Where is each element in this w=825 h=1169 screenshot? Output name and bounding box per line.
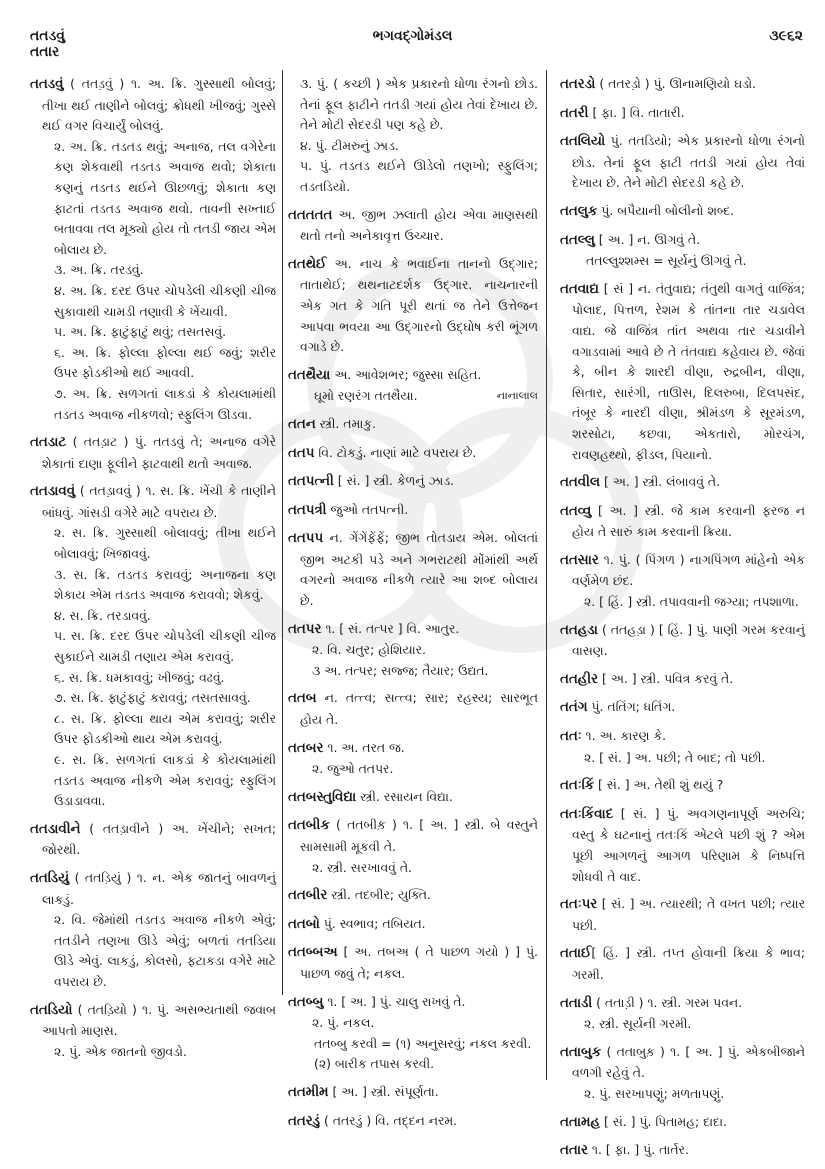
sense-definition: ૨. વિ. ચતુર; હોશિયાર.: [312, 642, 426, 658]
definition-text: [ સં. ] પું. અવગણનાપૂર્ણ અરુચિ; વસ્તુ કે ઘટનાનું તતઃકિં એટલે પછી શું ? એમ પૂછી આગળનું આગળ પરિણામ કે નિષ્પત્તિ શોધવી તે વાદ.: [572, 805, 805, 884]
quotation-author: નાનાલાલ: [496, 389, 538, 403]
definition-text: [ સં ] ન. તંતુવાદ્ય; તંતુથી વાગતું વાજિંત્ર; પોલાદ, પિત્તળ, રેશમ કે તાંતના તાર ચડાવેલ વાદ્ય. જે વાજિંત્ર તાંત અથવા તાર ચડાવીને વગાડવામાં આવે છે તે તંતવાદ્ય કહેવાય છે. જેવાં કે, બીન કે શારદી વીણા, રુદ્રબીન, વીણા, સિતાર, સારંગી, તાઊસ, દિલરુબા, દિલપસંદ, તંબૂર કે નારદી વીણા, શ્રીમંડળ કે સૂરમંડળ, શરસોટા, કછવા, એકતારો, મોરચંગ, રાવણહથ્થો, ફીડલ, પિયાનો.: [572, 280, 805, 462]
definition-text: [ સં. ] સ્ત્રી. કેળનું ઝાડ.: [333, 473, 455, 489]
definition-text: ૧. [ સં. તત્પર ] વિ. આતુર.: [321, 620, 460, 636]
headword: તતહડા: [560, 622, 598, 638]
sense-definition: ૬. અ. ક્રિ. ફોલ્લા ફોલ્લા થઈ જવું; શરીર ઉપર ફોડકીઓ થઈ આવવી.: [54, 344, 276, 381]
column-divider: [546, 70, 547, 1080]
definition-text: [ હિં. ] સ્ત્રી. તપ્ત હોવાની ક્રિયા કે ભાવ; ગરમી.: [572, 945, 805, 982]
headword: તતડાટ: [30, 435, 67, 451]
headword: તતલિયો: [560, 134, 606, 150]
guide-word-first: તતડવું: [30, 28, 65, 44]
definition-text: ન. ગેંગેંફેંફેં; જીભ તોતડાય એમ. બોલતાં જીભ અટકી પડે અને ગભરાટથી મોંમાંથી અર્થ વગરનો અવાજ નીકળે ત્યારે આ શબ્દ બોલાય છે.: [300, 530, 538, 609]
sense-definition: ૮. સ. ક્રિ. ફોલ્લા થાય એમ કરાવવું; શરીર ઉપર ફોડકીઓ થાય એમ કરાવવું.: [54, 710, 276, 747]
definition-text: ( તતબીક઼ ) ૧. [ અ. ] સ્ત્રી. બે વસ્તુને સામસામી મૂકવી તે.: [300, 817, 538, 854]
headword: તતબો: [288, 916, 320, 932]
dictionary-entry: [560, 1112, 805, 1134]
headword: તતપત્રી: [288, 502, 327, 518]
dictionary-entry: [560, 103, 805, 125]
dictionary-entry: [288, 471, 538, 493]
headword: તતંગ: [560, 700, 588, 716]
sense-definition: ૨. પું. સરખાપણું; મળતાપણું.: [584, 1085, 725, 1101]
definition-text: ૧. [ ફા. ] પું. તાર્તર.: [587, 1142, 689, 1158]
definition-text: પું. સ્વભાવ; તબિયત.: [319, 915, 426, 931]
headword: તતઃકિં: [560, 778, 595, 794]
headword: તતસાર: [560, 552, 599, 568]
dictionary-entry: [560, 775, 805, 797]
definition-text: [ સં. ] અ. ત્યારથી; તે વખત પછી; ત્યાર પછી.: [572, 896, 805, 933]
dictionary-entry: [288, 254, 538, 358]
definition-text: સ્ત્રી. તમાકુ.: [315, 415, 376, 431]
quotation-text: ઘૂમો રણરંગ તતથૈયા.: [314, 388, 418, 404]
headword: તતથેઈ: [288, 256, 327, 272]
definition-text: ( તતડ઼િયો ) ૧. પું. અસભ્યતાથી જવાબ આપતો માણસ.: [42, 1001, 276, 1039]
dictionary-entry: [288, 365, 538, 407]
column-divider: [282, 70, 283, 995]
page-header: [0, 0, 825, 60]
headword: તતલ્લુ: [560, 232, 595, 248]
definition-text: ( તતરડ઼ો ) પું. ઊનામણિયો ઘડો.: [595, 76, 757, 91]
dictionary-entry: [288, 443, 538, 465]
definition-text: અ. નાચ કે ભવાઈના તાનનો ઉદ્ગાર; તાતાથેઈ; થથનાટદર્શક ઉદ્ગાર. નાચનારની એક ગત કે ગતિ પૂરી થતાં જ તેને ઉત્તેજન આપવા ભવયા આ ઉદ્ગારનો ઉદ્ઘોષ કરી ભૂંગળ વગાડે છે.: [300, 255, 538, 355]
definition-text: સ્ત્રી. રસાયન વિદ્યા.: [356, 788, 453, 804]
compound-phrase: (૨) બારીક તપાસ કરવી.: [314, 1056, 435, 1072]
definition-text: [ અ. ] સ્ત્રી. જે કામ કરવાની ફરજ ન હોય તે સારું કામ કરવાની ક્રિયા.: [572, 502, 805, 540]
dictionary-entry: [560, 131, 805, 194]
definition-text: ૧. અ. તરત જ.: [323, 739, 405, 755]
sense-definition: ૩. અ. ક્રિ. તરડવું.: [54, 262, 144, 278]
dictionary-entry: [560, 1042, 805, 1105]
definition-text: [ અ. ] સ્ત્રી. સંપૂર્ણતા.: [328, 1083, 439, 1099]
dictionary-entry: [288, 74, 538, 198]
dictionary-entry: [30, 868, 276, 993]
guide-word-last: તતાર: [30, 44, 60, 60]
sense-definition: ૫. પું. તડતડ થઈને ઊડેલો તણખો; સ્ફુલિંગ; તડતડિયો.: [300, 158, 538, 194]
sense-definition: ૩ અ. તત્પર; સજ્જ; તૈયાર; ઉદ્યત.: [312, 662, 489, 678]
sense-definition: ૪. પું. ટીમરુનું ઝાડ.: [300, 137, 399, 153]
headword: તતવ્વુ: [560, 503, 592, 519]
page-number: ૩૯૬૨: [769, 28, 803, 44]
definition-text: ( તતડ઼ાટ ) પું. તતડવું તે; અનાજ વગેરે શેકાતાં દાણા ફૂલીને ફાટવાથી થતો અવાજ.: [42, 434, 276, 471]
dictionary-entry: [560, 279, 805, 465]
headword: તતાર: [560, 1143, 588, 1159]
dictionary-entry: [288, 914, 538, 936]
headword: તતવીલ: [560, 475, 601, 491]
definition-text: ( તતડ઼વું ) ૧. અ. ક્રિ. ગુસ્સાથી બોલવું; તીખા થઈ તાણીને બોલવું; ક્રોધથી ખીજવું; ગુસ્સે થઈ વગર વિચાર્યું બોલવું.: [42, 76, 276, 134]
definition-text: ( તતહડ઼ા ) [ હિં. ] પું. પાણી ગરમ કરવાનું વાસણ.: [572, 621, 805, 659]
dictionary-entry: [560, 726, 805, 768]
headword: તતબીક: [288, 818, 330, 834]
sense-definition: ૨. અ. ક્રિ. તડતડ થવું; અનાજ, તલ વગેરેના કણ શેકવાથી તડતડ અવાજ થવો; શેકાતા કણનું તડતડ થઈને ઊછળવું; શેકાતા કણ ફાટતાં તડતડ અવાજ થવો. તાવની સખ્તાઈ બતાવવા તલ મૂક્યો હોય તો તતડી જાય એમ બોલાય છે.: [54, 138, 276, 257]
dictionary-entry: [560, 697, 805, 719]
dictionary-entry: [560, 894, 805, 936]
dictionary-entry: [288, 738, 538, 780]
definition-text: ૧. [ અ. ] પું. ચાલુ રાખવું તે.: [323, 993, 466, 1009]
definition-text: પું. બપૈયાની બોલીનો શબ્દ.: [597, 202, 735, 218]
headword: તતાડી: [560, 995, 593, 1011]
definition-text: [ સં. ] પું. પિતામહ; દાદા.: [600, 1113, 727, 1129]
definition-text: પું. તતિંગ; ધતિંગ.: [587, 699, 676, 715]
headword: તતરી: [560, 105, 589, 121]
column-right: [560, 74, 805, 1169]
definition-text: [ સં. ] અ. તેથી શું થયું ?: [594, 777, 724, 793]
sense-definition: ૫. અ. ક્રિ. ફાટુંફાટું થવું; તસતસવું.: [54, 324, 227, 340]
dictionary-entry: [288, 992, 538, 1075]
definition-text: [ અ. ] સ્ત્રી. લંબાવવું તે.: [600, 474, 721, 490]
definition-text: જુઓ તતપત્ની.: [326, 501, 409, 517]
sense-definition: ૯. સ. ક્રિ. સળગતાં લાકડાં કે કોયલામાંથી તડતડ અવાજ નીકળે એમ કરાવવું; સ્ફુલિંગ ઉડાડાવવા.: [54, 752, 276, 809]
definition-text: ( તતડ઼ાવીને ) અ. ખેંચીને; સખત; જોરથી.: [42, 820, 276, 858]
sense-definition: ૩. પું. ( કચ્છી ) એક પ્રકારનો ધોળા રંગનો છોડ. તેનાં ફૂલ ફાટીને તતડી ગયાં હોય તેવાં દેખાય છે. તેને મોટી સેદરડી પણ કહે છે.: [300, 76, 538, 133]
definition-text: [ ફા. ] વિ. તાતારી.: [588, 104, 685, 120]
dictionary-entry: [560, 501, 805, 543]
definition-text: ( તતરડ઼ું ) વિ. તદ્દન નરમ.: [320, 1112, 458, 1128]
sense-definition: ૩. સ. ક્રિ. તડતડ કરાવવું; અનાજના કણ શેકાય એમ તડતડ અવાજ કરાવવો; શેકવું.: [54, 566, 276, 603]
dictionary-entry: [30, 432, 276, 474]
headword: તતન: [288, 416, 316, 432]
headword: તતપપ: [288, 531, 324, 547]
dictionary-entry: [560, 804, 805, 887]
definition-text: ( તતાડ઼ી ) ૧. સ્ત્રી. ગરમ પવન.: [592, 994, 743, 1010]
headword: તતમીમ: [288, 1084, 329, 1100]
running-title: ભગવદ્ગોમંડલ: [372, 28, 453, 44]
sense-definition: ૨. પું. નકલ.: [312, 1015, 375, 1031]
dictionary-entry: [288, 1111, 538, 1133]
headword: તતબ: [288, 691, 317, 707]
dictionary-entry: [560, 943, 805, 985]
definition-text: [ અ. તબઅ ( તે પાછળ ગયો ) ] પું. પાછળ જવું તે; નકલ.: [300, 944, 538, 981]
definition-text: ( તતાબુક઼ ) ૧. [ અ. ] પું. એકબીજાને વળગી રહેવું તે.: [572, 1043, 805, 1081]
definition-text: ૧. પું. ( પિંગળ ) નાગપિંગળ માંહેનો એક વર્ણમેળ છંદ.: [572, 551, 805, 589]
headword: તતાબુક: [560, 1044, 602, 1060]
sense-definition: ૨. વિ. જેમાંથી તડતડ અવાજ નીકળે એવું; તતડીને તણખા ઊડે એવું; બળતાં તતડિયા ઊડે એવું. લાકડું, કોલસો, ફટાકડા વગેરે માટે વપરાય છે.: [54, 912, 276, 989]
headword: તતરડું: [288, 1113, 321, 1129]
headword: તતડાવીને: [30, 821, 81, 837]
headword: તતથૈયા: [288, 367, 331, 383]
definition-text: [ અ. ] ન. ઊગવું તે.: [594, 231, 701, 247]
headword: તતડિયો: [30, 1002, 73, 1018]
sense-definition: ૪. અ. ક્રિ. દરદ ઉપર ચોપડેલી ચીકણી ચીજ સુકાવાથી ચામડી તણાવી કે ખેંચાવી.: [54, 282, 276, 319]
definition-text: પું. તતડિયો; એક પ્રકારનો ધોળા રંગનો છોડ. તેનાં ફૂલ ફાટી તતડી ગયાં હોય તેવાં દેખાય છે. તેને મોટી સેદરડી કહે છે.: [572, 133, 805, 191]
dictionary-entry: [288, 1082, 538, 1104]
dictionary-entry: [30, 819, 276, 861]
sense-definition: ૨. પું. એક જાતનો જીવડો.: [54, 1043, 187, 1059]
dictionary-entry: [288, 500, 538, 522]
definition-text: ૧. અ. કારણ કે.: [581, 728, 667, 744]
dictionary-entry: [560, 550, 805, 613]
sense-definition: ૭. સ. ક્રિ. ફાટુંફાટું કરાવવું; તસતસાવવું.: [54, 690, 251, 706]
headword: તતડવું: [30, 77, 64, 92]
headword: તતડિયું: [30, 870, 70, 886]
dictionary-entry: [288, 815, 538, 878]
sense-definition: ૨. [ સં. ] અ. પછી; તે બાદ; તો પછી.: [584, 749, 766, 765]
headword: તતબ્બઅ: [288, 945, 338, 961]
column-left: [30, 74, 276, 1069]
sense-definition: ૭. અ. ક્રિ. સળગતાં લાકડાં કે કોયલામાંથી તડતડ અવાજ નીકળવો; સ્ફુલિંગ ઊડવા.: [54, 385, 276, 422]
definition-text: અ. જીભ ઝલાતી હોય એવા માણસથી થતો તનો અનેકાવૃત્ત ઉચ્ચાર.: [300, 206, 538, 244]
dictionary-entry: [288, 688, 538, 730]
headword: તતઃ: [560, 729, 582, 745]
dictionary-entry: [560, 669, 805, 691]
dictionary-entry: [30, 481, 276, 812]
compound-phrase: તતલ્લુશ્શમ્સ = સૂર્યનું ઊગવું તે.: [586, 253, 747, 269]
dictionary-entry: [560, 1140, 805, 1162]
definition-text: [ અ. ] સ્ત્રી. પવિત્ર કરવું તે.: [598, 670, 734, 686]
quotation: [300, 386, 538, 407]
definition-text: વિ. ટોકડું. નાણાં માટે વપરાય છે.: [314, 444, 477, 460]
sense-definition: ૨. સ્ત્રી. સૂર્યની ગરમી.: [584, 1016, 692, 1032]
sense-definition: ૨. સ. ક્રિ. ગુસ્સાથી બોલાવવું; તીખા થઈને બોલાવવું; ખિજાવવું.: [54, 525, 276, 562]
dictionary-entry: [288, 885, 538, 907]
definition-text: ન. તત્ત્વ; સત્ત્વ; સાર; રહસ્ય; સારભૂત હોય તે.: [300, 690, 538, 728]
dictionary-entry: [560, 201, 805, 223]
headword: તતઃકિંવાદ: [560, 806, 614, 822]
sense-definition: ૫. સ. ક્રિ. દરદ ઉપર ચોપડેલી ચીકણી ચીજ સુકાઈને ચામડી તણાય એમ કરાવવું.: [54, 628, 276, 665]
dictionary-entry: [288, 205, 538, 247]
headword: તતાઈ: [560, 946, 592, 962]
sense-definition: ૨. જુઓ તતપર.: [312, 761, 394, 777]
headword: તતબસ્તુવિદ્યા: [288, 789, 357, 805]
dictionary-entry: [288, 619, 538, 682]
dictionary-entry: [560, 620, 805, 662]
headword: તતતતત: [288, 207, 333, 223]
sense-definition: ૬. સ. ક્રિ. ધમકાવવું; ખીજવું; વઢવું.: [54, 669, 225, 685]
dictionary-entry: [30, 74, 276, 425]
headword: તતપ: [288, 445, 315, 461]
dictionary-entry: [560, 74, 805, 96]
dictionary-entry: [560, 230, 805, 272]
headword: તતવાદ્ય: [560, 281, 599, 297]
headword: તતપર: [288, 621, 322, 637]
dictionary-entry: [288, 942, 538, 984]
headword: તતપત્ની: [288, 474, 334, 490]
dictionary-entry: [560, 472, 805, 494]
headword: તતડાવવું: [30, 484, 76, 500]
dictionary-entry: [560, 993, 805, 1035]
definition-text: અ. આવેશભર; જુસ્સા સહિત.: [330, 366, 482, 382]
headword: તતલુક: [560, 203, 598, 219]
definition-text: સ્ત્રી. તદબીર; યુક્તિ.: [327, 887, 431, 903]
sense-definition: ૪. સ. ક્રિ. તરડાવવું.: [54, 607, 151, 623]
headword: તતામહ: [560, 1114, 601, 1130]
headword: તતઃપર: [560, 897, 598, 913]
sense-definition: ૨. સ્ત્રી. સરખાવવું તે.: [312, 859, 412, 875]
headword: તતબીર: [288, 888, 328, 904]
headword: તતહીર: [560, 671, 599, 687]
dictionary-entry: [288, 528, 538, 611]
dictionary-entry: [30, 1000, 276, 1063]
headword: તતરડો: [560, 77, 596, 92]
column-middle: [288, 74, 538, 1139]
definition-text: ( તતડ઼િયું ) ૧. ન. એક જાતનું બાવળનું લાકડું.: [42, 869, 276, 907]
definition-text: ( તતડ઼ાવવું ) ૧. સ. ક્રિ. ખેંચી કે તાણીને બાંધવું. ગાંસડી વગેરે માટે વપરાય છે.: [42, 483, 276, 520]
compound-phrase: તતબ્બુ કરવી = (૧) અનુસરવું; નકલ કરવી.: [314, 1035, 532, 1051]
headword: તતબર: [288, 740, 324, 756]
dictionary-entry: [288, 414, 538, 436]
sense-definition: ૨. [ હિં. ] સ્ત્રી. તપાવવાની જગ્યા; તપશાળા.: [584, 594, 799, 610]
headword: તતબ્બુ: [288, 994, 324, 1010]
dictionary-entry: [288, 787, 538, 809]
